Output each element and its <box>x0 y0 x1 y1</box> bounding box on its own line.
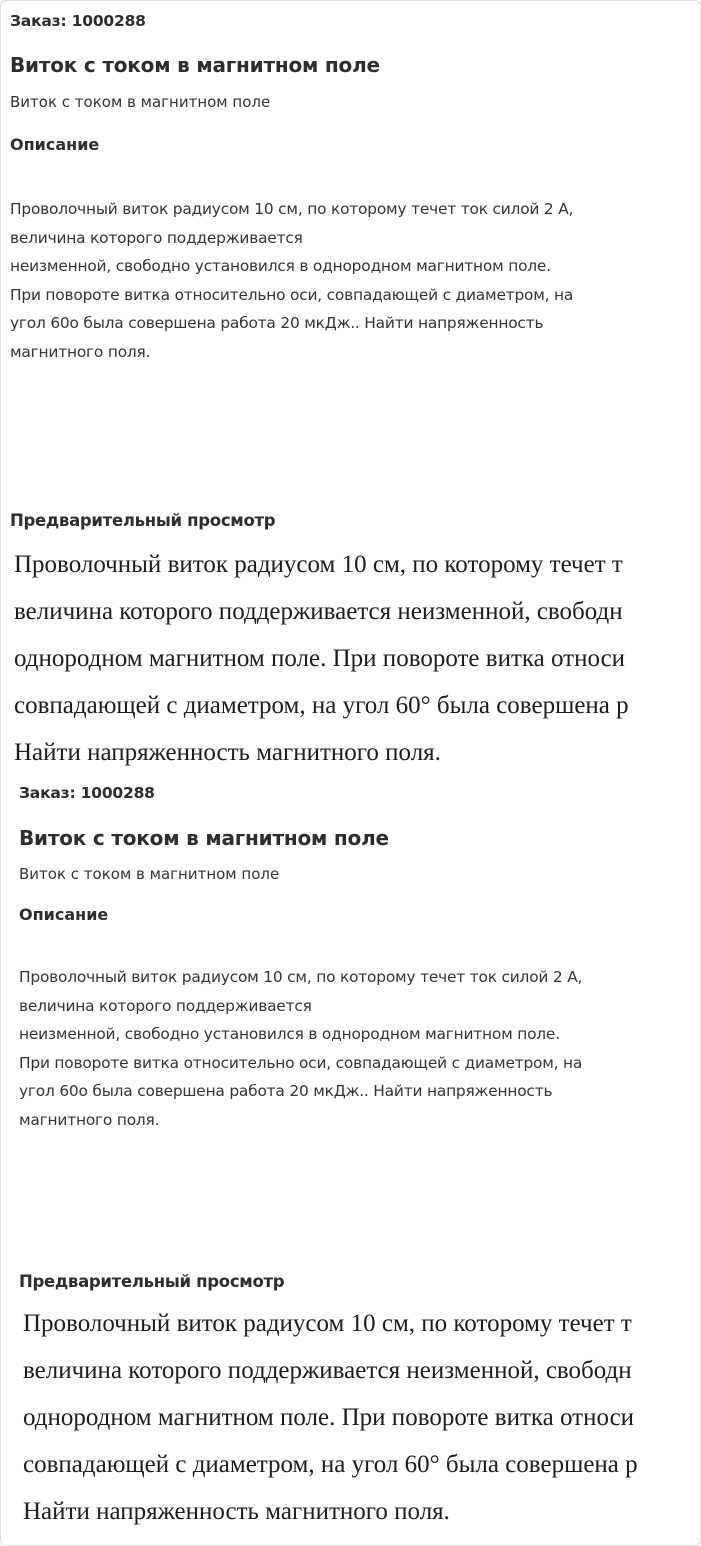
description-line: величина которого поддерживается <box>19 996 312 1015</box>
preview-line: Найти напряженность магнитного поля. <box>14 739 441 766</box>
description-heading: Описание <box>19 905 109 924</box>
description-line: неизменной, свободно установился в однородном магнитном поле. <box>19 1025 560 1043</box>
preview-line: Найти напряженность магнитного поля. <box>23 1498 450 1525</box>
description-heading: Описание <box>10 135 100 154</box>
description-line: Проволочный виток радиусом 10 см, по которому течет ток силой 2 А, <box>10 200 574 218</box>
preview-line: совпадающей с диаметром, на угол 60° была совершена р <box>14 692 629 719</box>
order-number: Заказ: 1000288 <box>10 12 146 30</box>
order-title: Виток с током в магнитном поле <box>10 53 380 77</box>
description-line: неизменной, свободно установился в однородном магнитном поле. <box>10 257 551 275</box>
preview-heading: Предварительный просмотр <box>19 1272 285 1291</box>
preview-text <box>14 541 701 776</box>
order-subtitle: Виток с током в магнитном поле <box>19 865 280 883</box>
preview-line: величина которого поддерживается неизменной, свободн <box>23 1357 632 1384</box>
order-number: Заказ: 1000288 <box>19 784 155 802</box>
preview-line: однородном магнитном поле. При повороте витка относи <box>14 645 626 672</box>
preview-heading: Предварительный просмотр <box>10 511 276 530</box>
description-line: При повороте витка относительно оси, совпадающей с диаметром, на <box>19 1053 583 1072</box>
description-line: величина которого поддерживается <box>10 228 303 247</box>
preview-line: однородном магнитном поле. При повороте витка относи <box>23 1404 635 1431</box>
preview-line: величина которого поддерживается неизменной, свободн <box>14 598 623 625</box>
preview-line: Проволочный виток радиусом 10 см, по которому течет т <box>23 1310 632 1337</box>
preview-text <box>23 1300 701 1535</box>
preview-line: совпадающей с диаметром, на угол 60° была совершена р <box>23 1451 638 1478</box>
description-line: угол 60о была совершена работа 20 мкДж.. Найти напряженность <box>10 314 544 332</box>
description-line: При повороте витка относительно оси, совпадающей с диаметром, на <box>10 285 574 304</box>
order-subtitle: Виток с током в магнитном поле <box>10 93 271 111</box>
description-text <box>19 963 701 1134</box>
order-title: Виток с током в магнитном поле <box>19 826 389 850</box>
description-text <box>10 195 700 366</box>
description-line: угол 60о была совершена работа 20 мкДж.. Найти напряженность <box>19 1082 553 1100</box>
preview-line: Проволочный виток радиусом 10 см, по которому течет т <box>14 551 623 578</box>
description-line: магнитного поля. <box>19 1110 160 1129</box>
description-line: Проволочный виток радиусом 10 см, по которому течет ток силой 2 А, <box>19 968 583 986</box>
description-line: магнитного поля. <box>10 342 151 361</box>
